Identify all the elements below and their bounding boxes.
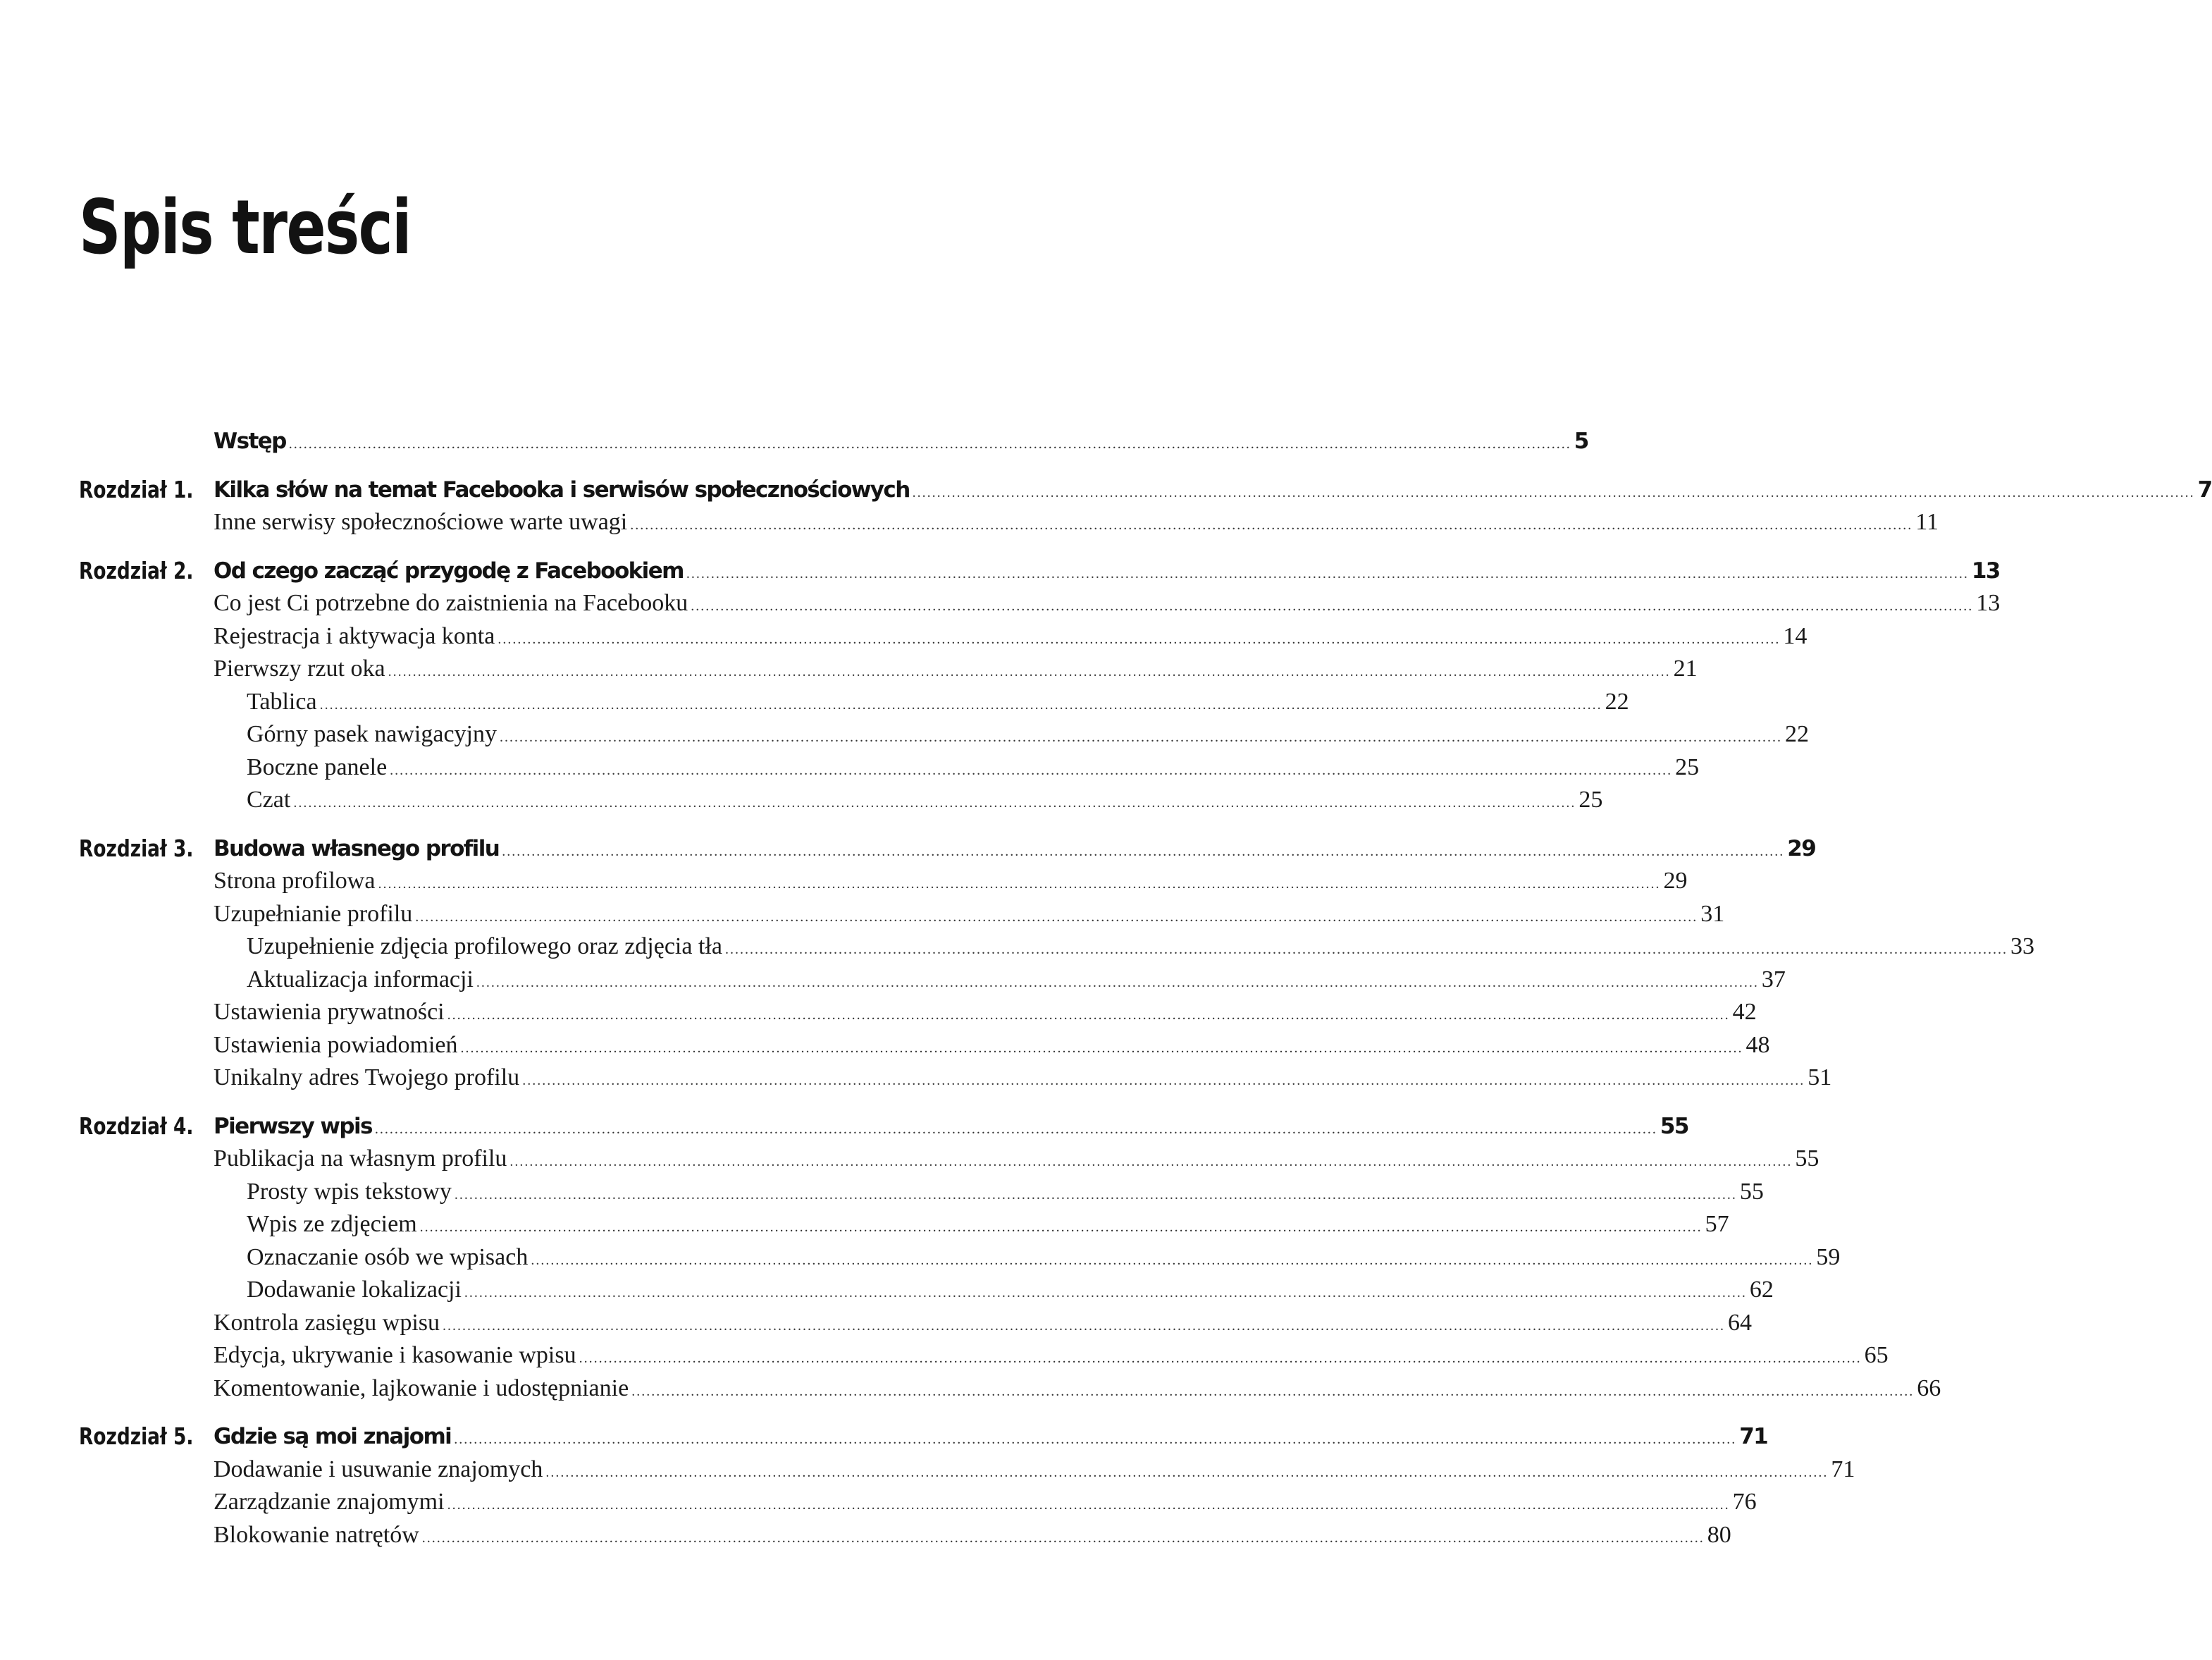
chapter-entry[interactable]	[214, 555, 2000, 587]
dot-leader: ....................................................................................................................................................................................................................................................................	[421, 1530, 1705, 1546]
section-row	[0, 784, 1603, 816]
entry-page-number: 37	[1761, 966, 1786, 992]
section-entry[interactable]	[247, 718, 1810, 751]
section-row	[0, 996, 1757, 1028]
dot-leader: ....................................................................................................................................................................................................................................................................	[447, 1497, 1730, 1513]
section-row	[0, 506, 1939, 539]
section-entry[interactable]	[247, 1274, 1774, 1306]
section-entry[interactable]	[214, 1143, 1819, 1175]
dot-leader: ....................................................................................................................................................................................................................................................................	[502, 843, 1785, 859]
entry-title: Prosty wpis tekstowy	[247, 1178, 452, 1205]
chapter-row	[0, 832, 1816, 865]
section-entry[interactable]	[214, 1519, 1731, 1551]
section-row	[0, 718, 1810, 751]
dot-leader: ....................................................................................................................................................................................................................................................................	[464, 1285, 1747, 1301]
chapter-entry[interactable]	[214, 832, 1816, 865]
dot-leader: ....................................................................................................................................................................................................................................................................	[293, 795, 1576, 811]
entry-page-number: 13	[1971, 558, 2000, 584]
section-row	[0, 898, 1725, 930]
entry-title: Pierwszy rzut oka	[214, 656, 385, 682]
dot-leader: ....................................................................................................................................................................................................................................................................	[912, 484, 2195, 500]
section-entry[interactable]	[247, 784, 1603, 816]
entry-page-number: 14	[1783, 622, 1808, 649]
entry-title: Edycja, ukrywanie i kasowanie wpisu	[214, 1342, 576, 1368]
dot-leader: ....................................................................................................................................................................................................................................................................	[378, 876, 1661, 892]
entry-page-number: 29	[1787, 835, 1816, 861]
entry-page-number: 57	[1705, 1211, 1729, 1237]
entry-page-number: 29	[1663, 868, 1688, 894]
dot-leader: ....................................................................................................................................................................................................................................................................	[390, 762, 1673, 778]
dot-leader: ....................................................................................................................................................................................................................................................................	[498, 631, 1781, 647]
section-row	[0, 653, 1698, 685]
entry-page-number: 71	[1831, 1456, 1855, 1482]
entry-title: Dodawanie lokalizacji	[247, 1277, 462, 1303]
entry-title: Tablica	[247, 688, 317, 715]
section-entry[interactable]	[214, 865, 1688, 897]
section-entry[interactable]	[214, 1486, 1757, 1518]
entry-title: Blokowanie natrętów	[214, 1521, 419, 1548]
entry-title: Inne serwisy społecznościowe warte uwagi	[214, 509, 628, 535]
chapter-label: Rozdział 3.	[79, 834, 194, 862]
section-row	[0, 1176, 1764, 1208]
chapter-row	[0, 1110, 1688, 1143]
section-entry[interactable]	[214, 1453, 1855, 1486]
dot-leader: ....................................................................................................................................................................................................................................................................	[447, 1007, 1730, 1023]
chapter-label: Rozdział 4.	[79, 1112, 194, 1140]
section-entry[interactable]	[214, 1062, 1832, 1094]
chapter-row	[0, 1420, 1768, 1453]
dot-leader: ....................................................................................................................................................................................................................................................................	[476, 974, 1759, 990]
entry-title: Strona profilowa	[214, 868, 376, 894]
entry-page-number: 71	[1739, 1424, 1768, 1449]
section-row	[0, 620, 1808, 653]
entry-page-number: 80	[1707, 1521, 1731, 1548]
dot-leader: ....................................................................................................................................................................................................................................................................	[454, 1186, 1737, 1203]
section-row	[0, 1143, 1819, 1175]
entry-page-number: 48	[1745, 1031, 1770, 1058]
section-entry[interactable]	[247, 964, 1786, 996]
dot-leader: ....................................................................................................................................................................................................................................................................	[415, 909, 1698, 925]
dot-leader: ....................................................................................................................................................................................................................................................................	[454, 1432, 1737, 1447]
dot-leader: ....................................................................................................................................................................................................................................................................	[500, 730, 1783, 745]
entry-page-number: 25	[1578, 787, 1603, 813]
dot-leader: ....................................................................................................................................................................................................................................................................	[319, 696, 1602, 713]
section-row	[0, 686, 1629, 718]
entry-title: Komentowanie, lajkowanie i udostępnianie	[214, 1375, 629, 1401]
section-row	[0, 1241, 1841, 1274]
entry-title: Uzupełnianie profilu	[214, 900, 413, 927]
dot-leader: ....................................................................................................................................................................................................................................................................	[579, 1351, 1862, 1366]
entry-title: Zarządzanie znajomymi	[214, 1489, 445, 1515]
section-entry[interactable]	[247, 1241, 1841, 1274]
section-entry[interactable]	[214, 653, 1698, 685]
entry-title: Boczne panele	[247, 754, 388, 780]
dot-leader: ....................................................................................................................................................................................................................................................................	[509, 1154, 1793, 1169]
section-entry[interactable]	[247, 930, 2034, 963]
dot-leader: ....................................................................................................................................................................................................................................................................	[724, 942, 2008, 957]
entry-page-number: 62	[1749, 1277, 1774, 1303]
chapter-entry[interactable]	[214, 1420, 1768, 1453]
section-entry[interactable]	[214, 898, 1725, 930]
section-entry[interactable]	[247, 686, 1629, 718]
entry-page-number: 22	[1785, 721, 1810, 747]
entry-title: Pierwszy wpis	[214, 1113, 372, 1139]
section-entry[interactable]	[214, 506, 1939, 539]
section-entry[interactable]	[247, 1208, 1729, 1241]
entry-title: Oznaczanie osób we wpisach	[247, 1243, 529, 1270]
dot-leader: ....................................................................................................................................................................................................................................................................	[631, 1383, 1915, 1399]
entry-page-number: 33	[2010, 933, 2034, 959]
entry-page-number: 42	[1732, 999, 1757, 1025]
dot-leader: ....................................................................................................................................................................................................................................................................	[443, 1317, 1726, 1334]
dot-leader: ....................................................................................................................................................................................................................................................................	[686, 565, 1969, 582]
toc-entry-intro[interactable]	[214, 425, 1588, 457]
section-entry[interactable]	[214, 1339, 1889, 1372]
chapter-label: Rozdział 1.	[79, 475, 194, 503]
dot-leader: ....................................................................................................................................................................................................................................................................	[522, 1073, 1805, 1088]
section-row	[0, 1372, 1941, 1405]
chapter-entry[interactable]	[214, 1110, 1688, 1143]
dot-leader: ....................................................................................................................................................................................................................................................................	[691, 598, 1974, 614]
entry-title: Dodawanie i usuwanie znajomych	[214, 1456, 543, 1482]
entry-page-number: 59	[1816, 1243, 1841, 1270]
section-entry[interactable]	[214, 1307, 1753, 1339]
dot-leader: ....................................................................................................................................................................................................................................................................	[630, 517, 1913, 533]
entry-page-number: 13	[1976, 590, 2001, 616]
entry-title: Kontrola zasięgu wpisu	[214, 1309, 440, 1336]
section-row	[0, 1307, 1753, 1339]
entry-page-number: 55	[1660, 1113, 1688, 1139]
dot-leader: ....................................................................................................................................................................................................................................................................	[545, 1464, 1829, 1480]
entry-title: Aktualizacja informacji	[247, 966, 474, 992]
entry-title: Ustawienia powiadomień	[214, 1031, 458, 1058]
chapter-entry[interactable]	[214, 474, 2212, 506]
section-row	[0, 751, 1700, 784]
entry-title: Od czego zacząć przygodę z Facebookiem	[214, 558, 684, 584]
section-entry[interactable]	[214, 1372, 1941, 1405]
section-row	[0, 1274, 1774, 1306]
section-row	[0, 1208, 1729, 1241]
entry-page-number: 7	[2197, 477, 2212, 503]
dot-leader: ....................................................................................................................................................................................................................................................................	[288, 436, 1571, 452]
page-title: Spis treści	[79, 184, 411, 271]
section-row	[0, 865, 1688, 897]
entry-page-number: 76	[1732, 1489, 1757, 1515]
entry-title: Budowa własnego profilu	[214, 835, 500, 861]
entry-page-number: 55	[1739, 1178, 1764, 1205]
entry-title: Czat	[247, 787, 291, 813]
chapter-label: Rozdział 5.	[79, 1422, 194, 1450]
entry-page-number: 65	[1864, 1342, 1889, 1368]
chapter-label: Rozdział 2.	[79, 556, 194, 584]
section-row	[0, 964, 1786, 996]
entry-page-number: 21	[1673, 656, 1698, 682]
entry-page-number: 31	[1700, 900, 1725, 927]
entry-title: Co jest Ci potrzebne do zaistnienia na Facebooku	[214, 590, 688, 616]
toc-row	[0, 425, 1588, 457]
section-entry[interactable]	[214, 1029, 1770, 1062]
section-row	[0, 587, 2001, 620]
entry-page-number: 22	[1605, 688, 1629, 715]
entry-title: Unikalny adres Twojego profilu	[214, 1064, 520, 1090]
entry-page-number: 5	[1574, 429, 1588, 454]
section-entry[interactable]	[214, 587, 2001, 620]
section-entry[interactable]	[247, 1176, 1764, 1208]
section-row	[0, 1486, 1757, 1518]
section-row	[0, 1453, 1855, 1486]
section-row	[0, 930, 2034, 963]
dot-leader: ....................................................................................................................................................................................................................................................................	[460, 1040, 1743, 1056]
dot-leader: ....................................................................................................................................................................................................................................................................	[388, 664, 1671, 680]
entry-page-number: 55	[1795, 1145, 1819, 1172]
entry-page-number: 51	[1808, 1064, 1832, 1090]
chapter-row	[0, 474, 2212, 506]
section-row	[0, 1029, 1770, 1062]
dot-leader: ....................................................................................................................................................................................................................................................................	[419, 1219, 1703, 1235]
entry-title: Wstęp	[214, 429, 286, 454]
dot-leader: ....................................................................................................................................................................................................................................................................	[531, 1252, 1814, 1268]
section-row	[0, 1339, 1889, 1372]
section-row	[0, 1062, 1832, 1094]
entry-title: Gdzie są moi znajomi	[214, 1424, 452, 1449]
entry-page-number: 11	[1915, 509, 1939, 535]
entry-title: Ustawienia prywatności	[214, 999, 445, 1025]
entry-page-number: 64	[1728, 1309, 1753, 1336]
section-row	[0, 1519, 1731, 1551]
entry-page-number: 25	[1675, 754, 1700, 780]
section-entry[interactable]	[214, 996, 1757, 1028]
entry-title: Kilka słów na temat Facebooka i serwisów społecznościowych	[214, 477, 910, 503]
entry-title: Górny pasek nawigacyjny	[247, 721, 498, 747]
entry-title: Publikacja na własnym profilu	[214, 1145, 507, 1172]
entry-title: Rejestracja i aktywacja konta	[214, 622, 495, 649]
section-entry[interactable]	[247, 751, 1700, 784]
dot-leader: ....................................................................................................................................................................................................................................................................	[374, 1121, 1657, 1137]
entry-title: Wpis ze zdjęciem	[247, 1211, 417, 1237]
chapter-row	[0, 555, 2000, 587]
entry-page-number: 66	[1917, 1375, 1941, 1401]
section-entry[interactable]	[214, 620, 1808, 653]
entry-title: Uzupełnienie zdjęcia profilowego oraz zdjęcia tła	[247, 933, 722, 959]
